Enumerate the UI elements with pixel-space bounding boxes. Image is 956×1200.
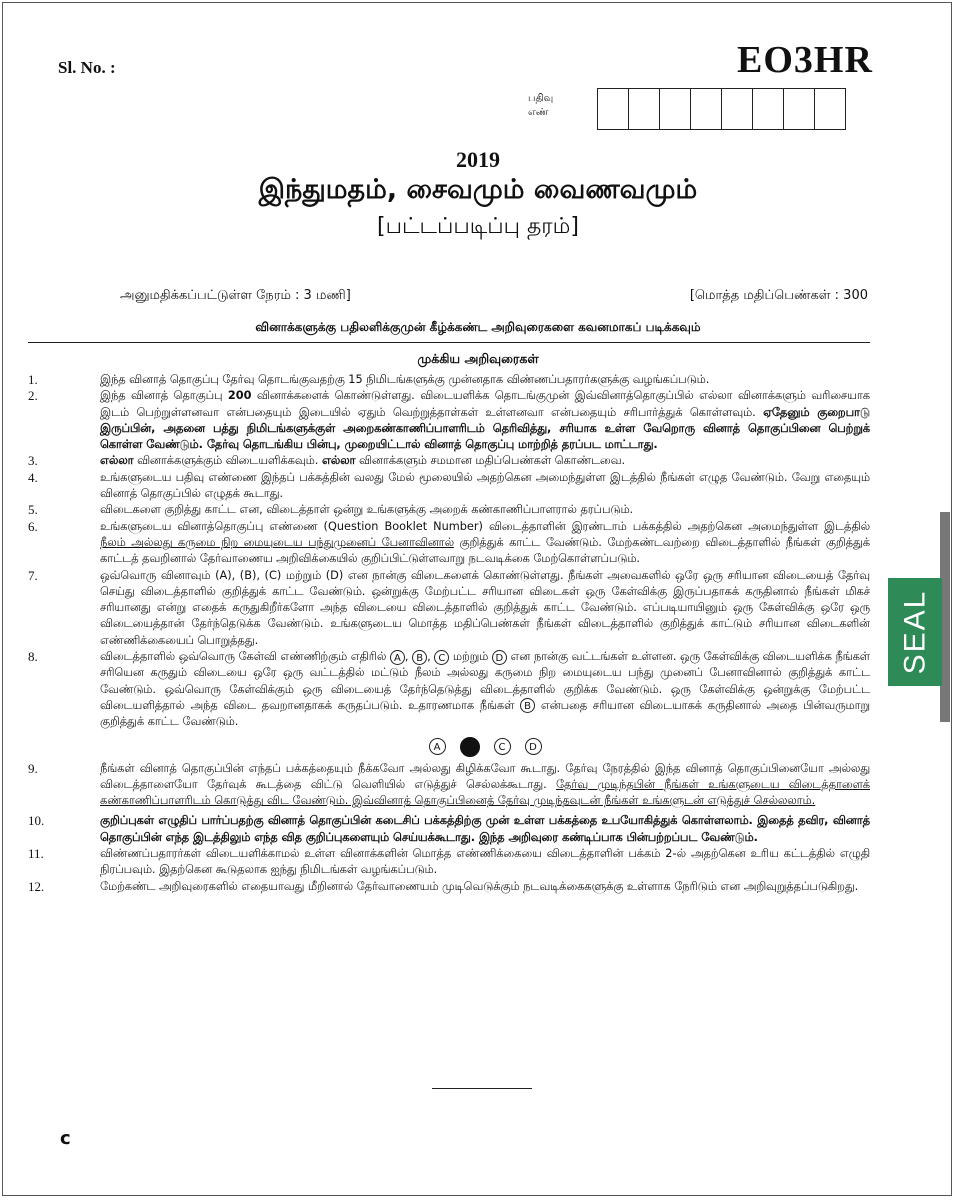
instruction-item: 1. இந்த வினாத் தொகுப்பு தேர்வு தொடங்குவதற்கு 15 நிமிடங்களுக்கு முன்னதாக விண்ணப்பதாரர்களுக்கு வழங்கப்படும். — [28, 372, 710, 387]
register-digit-box[interactable] — [721, 88, 753, 130]
exam-level: [பட்டப்படிப்பு தரம்] — [377, 214, 579, 239]
instructions-heading: முக்கிய அறிவுரைகள் — [417, 351, 539, 366]
exam-subject: இந்துமதம், சைவமும் வைணவமும் — [258, 174, 698, 205]
instruction-item: 11. விண்ணப்பதாரர்கள் விடையளிக்காமல் உள்ள வினாக்களின் மொத்த எண்ணிக்கையை விடைத்தாளின் பக்கம் 2-ல் அதற்கென உரிய கட்டத்தில் எழுதி நிரப்பவும். இதற்கென கூடுதலாக ஐந்து நிமிடங்கள் வழங்கப்படும். — [28, 846, 871, 877]
instruction-item: 8. விடைத்தாளில் ஒவ்வொரு கேள்வி எண்ணிற்கும் எதிரில் A , B , C மற்றும் D என நான்கு வட்டங்கள் உள்ளன. ஒரு கேள்விக்கு விடையளிக்க நீங்கள் சரியென கருதும் விடையை ஒரே ஒரு வட்டத்தில் மட்டும் நீலம் அல்லது கருமை நிற மையுடைய பந்து முனைப் பேனாவினால் குறித்துக் காட்ட வேண்டும். ஒவ்வொரு கேள்விக்கும் ஒரு விடையைத் தேர்ந்தெடுத்து விடைத்தாளில் குறிக்க வேண்டும். ஒரு கேள்விக்கு ஒன்றுக்கு மேற்பட்ட விடையளித்தால் அந்த விடை தவறானதாகக் கருதப்படும். உதாரணமாக நீங்கள் B என்பதை சரியான விடையாகக் கருதினால் அதை பின்வருமாறு குறித்துக் காட்ட வேண்டும். A C D — [28, 649, 870, 760]
option-circle-c: C — [434, 650, 449, 665]
register-number-label: பதிவு எண் — [528, 93, 554, 118]
maximum-marks: [மொத்த மதிப்பெண்கள் : 300 — [689, 288, 868, 303]
example-option-c: C — [494, 738, 511, 755]
instruction-item: 7. ஒவ்வொரு வினாவும் (A), (B), (C) மற்றும் (D) என நான்கு விடைகளைக் கொண்டுள்ளது. நீங்கள் அவைகளில் ஒரே ஒரு சரியான விடையைத் தேர்வு செய்து விடைத்தாளில் குறித்துக் காட்ட வேண்டும். ஒன்றுக்கு மேற்பட்ட சரியான விடைகள் ஒரு கேள்விக்கு இருப்பதாகக் கருதினால் நீங்கள் மிகச் சரியானது என்று எதைக் கருதுகிறீர்களோ அந்த விடையை விடைத்தாளில் குறித்துக் காட்ட வேண்டும். எப்படியாயினும் ஒரு கேள்விக்கு ஒரே ஒரு விடையைத்தான் தேர்ந்தெடுக்க வேண்டும். உங்களுடைய மொத்த மதிப்பெண்கள் நீங்கள் விடைத்தாளில் குறித்துக் காட்டும் சரியான விடைகளின் எண்ணிக்கையைப் பொறுத்தது. — [28, 567, 870, 647]
seal-tab — [888, 578, 942, 686]
instruction-item: 9. நீங்கள் வினாத் தொகுப்பின் எந்தப் பக்கத்தையும் நீக்கவோ அல்லது கிழிக்கவோ கூடாது. தேர்வு நேரத்தில் இந்த வினாத் தொகுப்பினையோ அல்லது விடைத்தாளையோ தேர்வுக் கூடத்தை விட்டு வெளியில் எடுத்துச் செல்லக்கூடாது. தேர்வு முடிந்தபின் நீங்கள் உங்களுடைய விடைத்தாளைக் கண்காணிப்பாளரிடம் கொடுத்து விட வேண்டும். இவ்வினாத் தொகுப்பினைத் தேர்வு முடிந்தவுடன் நீங்கள் உங்களுடன் எடுத்துச் செல்லலாம். — [28, 760, 870, 808]
option-circle-b: B — [412, 650, 427, 665]
example-circle-b: B — [520, 698, 535, 713]
register-digit-box[interactable] — [659, 88, 691, 130]
read-instructions-note: வினாக்களுக்கு பதிலளிக்குமுன் கீழ்க்கண்ட அறிவுரைகளை கவனமாகப் படிக்கவும் — [255, 320, 701, 334]
serial-number-label: Sl. No. : — [58, 58, 116, 77]
register-digit-box[interactable] — [597, 88, 629, 130]
register-digit-box[interactable] — [690, 88, 722, 130]
instruction-item: 4. உங்களுடைய பதிவு எண்ணை இந்தப் பக்கத்தின் வலது மேல் மூலையில் அதற்கென அமைந்துள்ள இடத்தில் நீங்கள் எழுத வேண்டும். வேறு எதையும் வினாத் தொகுப்பில் எழுதக் கூடாது. — [28, 469, 870, 501]
instructions-list — [28, 372, 870, 895]
answer-marking-example — [100, 737, 870, 757]
instruction-item: 12. மேற்கண்ட அறிவுரைகளில் எதையாவது மீறினால் தேர்வாணையம் முடிவெடுக்கும் நடவடிக்கைகளுக்கு உள்ளாக நேரிடும் என அறிவுறுத்தப்படுகிறது. — [28, 878, 859, 894]
instruction-item: 2. இந்த வினாத் தொகுப்பு 200 வினாக்களைக் கொண்டுள்ளது. விடையளிக்க தொடங்குமுன் இவ்வினாத்தொகுப்பில் எல்லா வினாக்களும் வரிசையாக இடம் பெற்றுள்ளனவா என்பதையும் இடையில் ஏதும் வெற்றுத்தாள்கள் உள்ளனவா என்பதையும் சரிபார்த்துக் கொள்ளவும். ஏதேனும் குறைபாடு இருப்பின், அதனை பத்து நிமிடங்களுக்குள் அறைகண்காணிப்பாளரிடம் தெரிவித்து, சரியாக உள்ள வேறொரு வினாத் தொகுப்பினை பெற்றுக் கொள்ள வேண்டும். தேர்வு தொடங்கிய பின்பு, முறையிட்டால் வினாத் தொகுப்பு மாற்றித் தரப்பட மாட்டாது. — [28, 388, 870, 452]
register-number-boxes — [598, 88, 846, 130]
booklet-code: EO3HR — [737, 39, 873, 81]
filled-answer-bubble — [460, 737, 480, 757]
register-digit-box[interactable] — [628, 88, 660, 130]
option-circle-a: A — [390, 650, 405, 665]
end-rule — [432, 1088, 532, 1089]
instruction-item: 3. எல்லா வினாக்களுக்கும் விடையளிக்கவும். எல்லா வினாக்களும் சமமான மதிப்பெண்கள் கொண்டவை. — [28, 453, 626, 469]
example-option-a: A — [429, 738, 446, 755]
register-digit-box[interactable] — [752, 88, 784, 130]
instruction-item: 5. விடைகளை குறித்து காட்ட என, விடைத்தாள் ஒன்று உங்களுக்கு அறைக் கண்காணிப்பாளரால் தரப்படும். — [28, 502, 634, 518]
footer-mark: c — [60, 1128, 71, 1149]
example-option-d: D — [525, 738, 542, 755]
option-circle-d: D — [492, 650, 507, 665]
seal-label: SEAL — [898, 589, 931, 675]
time-allowed: அனுமதிக்கப்பட்டுள்ள நேரம் : 3 மணி] — [120, 288, 351, 303]
divider-top — [28, 342, 870, 343]
exam-year: 2019 — [456, 147, 500, 172]
register-digit-box[interactable] — [814, 88, 846, 130]
instruction-item: 6. உங்களுடைய வினாத்தொகுப்பு எண்ணை (Question Booklet Number) விடைத்தாளின் இரண்டாம் பக்கத்தில் அதற்கென அமைந்துள்ள இடத்தில் நீலம் அல்லது கருமை நிற மையுடைய பந்துமுனைப் பேனாவினால் குறித்துக் காட்ட வேண்டும். மேற்கண்டவற்றை விடைத்தாளில் நீங்கள் குறித்துக் காட்டத் தவறினால் தேர்வாணைய அறிவிக்கையில் குறிப்பிட்டுள்ளவாறு நடவடிக்கை மேற்கொள்ளப்படும். — [28, 518, 870, 566]
instruction-item: 10. குறிப்புகள் எழுதிப் பார்ப்பதற்கு வினாத் தொகுப்பின் கடைசிப் பக்கத்திற்கு முன் உள்ள பக்கத்தை உபயோகித்துக் கொள்ளலாம். இதைத் தவிர, வினாத் தொகுப்பின் எந்த இடத்திலும் எந்த வித குறிப்புகளையும் செய்யக்கூடாது. இந்த அறிவுரை கண்டிப்பாக பின்பற்றப்பட வேண்டும். — [28, 813, 870, 844]
register-digit-box[interactable] — [783, 88, 815, 130]
